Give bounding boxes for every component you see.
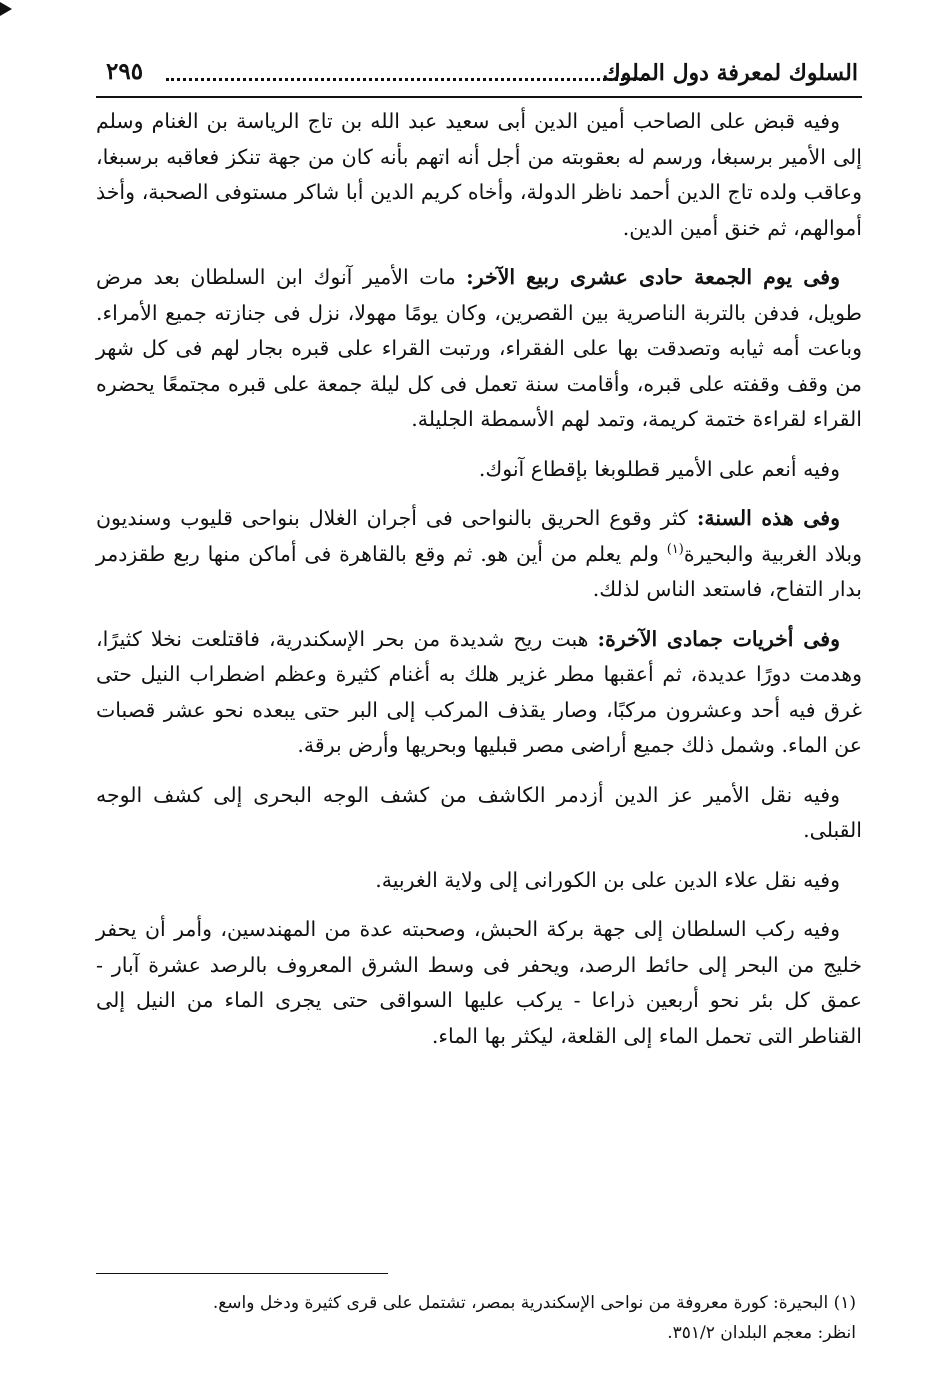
paragraph <box>96 104 862 246</box>
footnotes <box>96 1288 856 1348</box>
footnote-reference[interactable]: (١) <box>666 541 684 557</box>
footnote-separator <box>96 1273 388 1274</box>
page <box>96 52 862 1054</box>
paragraph-lead: وفى هذه السنة: <box>696 506 840 530</box>
paragraph-text: وفيه قبض على الصاحب أمين الدين أبى سعيد عبد الله بن تاج الرياسة بن الغنام وسلم إلى الأمير برسبغا، ورسم له بعقوبته من أجل أنه اتهم بأنه كان من جهة تنكز فعاقبه برسبغا، وعاقب ولده تاج الدين أحمد ناظر الدولة، وأخاه كريم الدين أبا شاكر مستوفى الصحبة، وأخذ أموالهم، ثم خنق أمين الدين. <box>96 109 862 240</box>
running-title: السلوك لمعرفة دول الملوك <box>602 60 858 86</box>
paragraph <box>96 863 862 899</box>
paragraph-text: وفيه ركب السلطان إلى جهة بركة الحبش، وصحبته عدة من المهندسين، وأمر أن يحفر خليج من البحر إلى حائط الرصد، ويحفر فى وسط الشرق المعروف بالرصد عشرة آبار - عمق كل بئر نحو أربعين ذراعا - يركب عليها السواقى حتى يجرى الماء من النيل إلى القناطر التى تحمل الماء إلى القلعة، ليكثر بها الماء. <box>96 917 862 1048</box>
page-number: ٢٩٥ <box>106 58 144 85</box>
paragraph-text: مات الأمير آنوك ابن السلطان بعد مرض طويل، فدفن بالتربة الناصرية بين القصرين، وكان يومًا مهولا، نزل فى جنازته جميع الأمراء. وباعت أمه ثيابه وتصدقت بها على الفقراء، ورتبت القراء على قبره بجار لهم فى كل شهر من وقف وقفته على قبره، وأقامت سنة تعمل فى كل ليلة جمعة على قبره مجتمعًا يحضره القراء لقراءة ختمة كريمة، وتمد لهم الأسمطة الجليلة. <box>96 265 862 431</box>
paragraph-text: وفيه أنعم على الأمير قطلوبغا بإقطاع آنوك. <box>478 456 840 481</box>
paragraph <box>96 912 862 1054</box>
footnote-line: انظر: معجم البلدان ٣٥١/٢. <box>667 1323 856 1343</box>
paragraph-lead: وفى يوم الجمعة حادى عشرى ربيع الآخر: <box>466 265 840 289</box>
paragraph <box>96 778 862 849</box>
paragraph <box>96 501 862 608</box>
paragraph-text: وفيه نقل علاء الدين على بن الكورانى إلى ولاية الغربية. <box>375 867 840 892</box>
paragraph-text: كثر وقوع الحريق بالنواحى فى أجران الغلال بنواحى قليوب وسنديون وبلاد الغربية والبحيرة <box>96 506 862 566</box>
dotted-leader <box>166 78 647 81</box>
paragraph-lead: وفى أخريات جمادى الآخرة: <box>597 626 840 651</box>
paragraph-text: هبت ريح شديدة من بحر الإسكندرية، فاقتلعت نخلا كثيرًا، وهدمت دورًا عديدة، ثم أعقبها مطر غزير هلك به أغنام كثيرة وعظم اضطراب النيل حتى غرق فيه أحد وعشرون مركبًا، وصار يقذف المركب إلى البر حتى يبعده نحو عشر قصبات عن الماء. وشمل ذلك جميع أراضى مصر قبليها وبحريها وأرض برقة. <box>96 626 862 757</box>
body-text <box>96 104 862 1054</box>
corner-mark <box>0 2 12 16</box>
paragraph <box>96 260 862 438</box>
footnote-line: (١) البحيرة: كورة معروفة من نواحى الإسكندرية بمصر، تشتمل على قرى كثيرة ودخل واسع. <box>212 1293 856 1313</box>
paragraph-text-continued: ولم يعلم من أين هو. ثم وقع بالقاهرة فى أماكن منها ربع طقزدمر بدار التفاح، فاستعد الناس لذلك. <box>96 541 862 601</box>
footnote <box>96 1288 856 1348</box>
paragraph <box>96 622 862 764</box>
paragraph <box>96 452 862 488</box>
paragraph-text: وفيه نقل الأمير عز الدين أزدمر الكاشف من كشف الوجه البحرى إلى كشف الوجه القبلى. <box>96 782 862 842</box>
running-header <box>96 52 862 98</box>
